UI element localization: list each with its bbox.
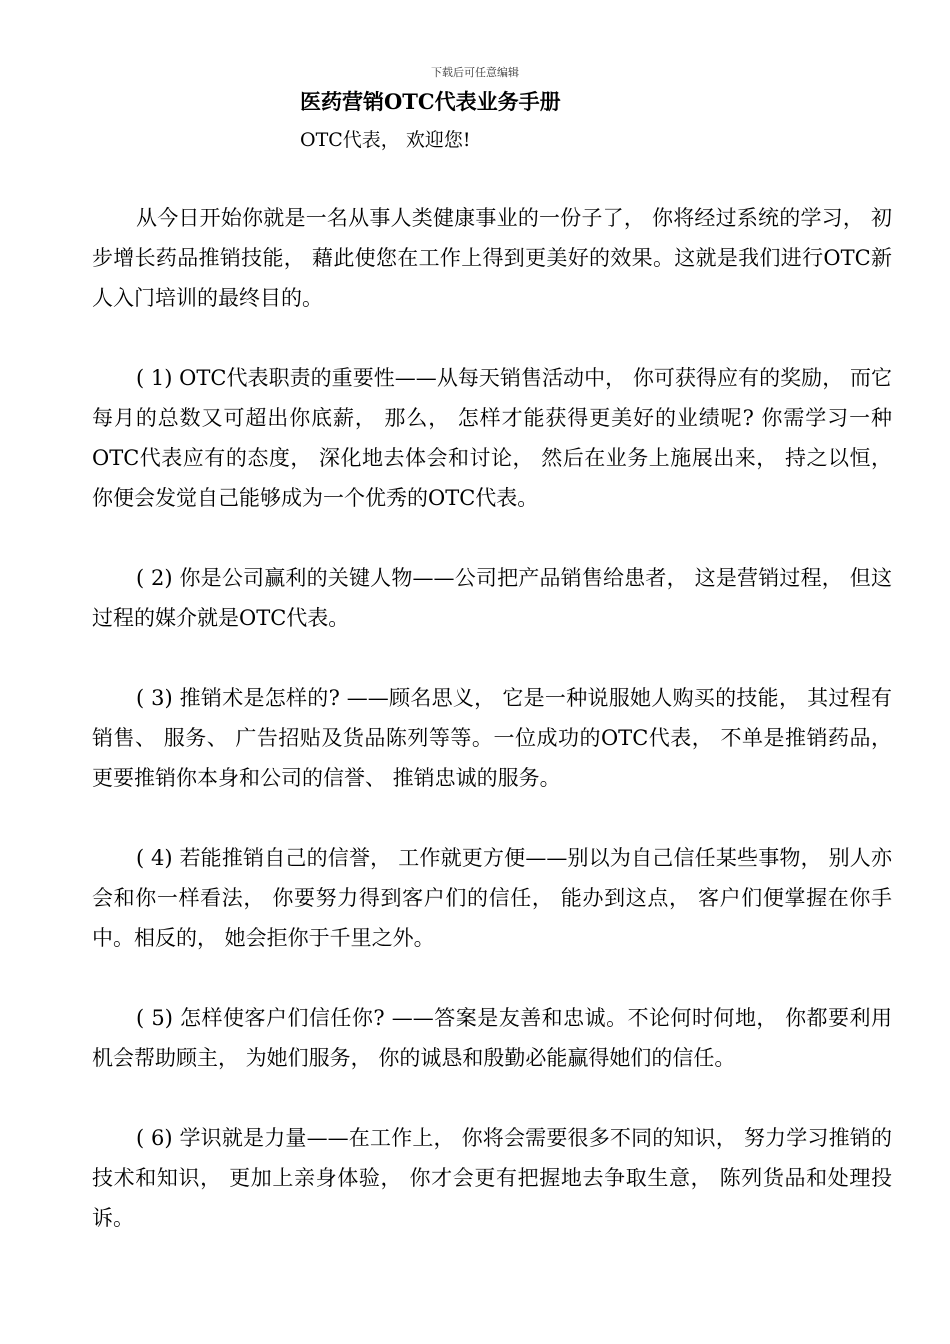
section-paragraph-3: ( 3) 推销术是怎样的? ——顾名思义， 它是一种说服她人购买的技能， 其过程有销售、 服务、 广告招贴及货品陈列等等。一位成功的OTC代表， 不单是推销药品， 更要推销你本身和公司的信誉、 推销忠诚的服务。: [92, 686, 892, 790]
section-paragraph-1: ( 1) OTC代表职责的重要性——从每天销售活动中， 你可获得应有的奖励， 而它每月的总数又可超出你底薪， 那么， 怎样才能获得更美好的业绩呢? 你需学习一种OTC代表应有的态度， 深化地去体会和讨论， 然后在业务上施展出来， 持之以恒， 你便会发觉自己能够成为一个优秀的OTC代表。: [92, 366, 892, 510]
section-paragraph-2: ( 2) 你是公司赢利的关键人物——公司把产品销售给患者， 这是营销过程， 但这过程的媒介就是OTC代表。: [92, 566, 892, 630]
document-subtitle: OTC代表， 欢迎您!: [300, 129, 471, 151]
section-paragraph-5: ( 5) 怎样使客户们信任你? ——答案是友善和忠诚。不论何时何地， 你都要利用机会帮助顾主， 为她们服务， 你的诚恳和殷勤必能赢得她们的信任。: [92, 1006, 892, 1070]
watermark-text: 下载后可任意编辑: [431, 66, 519, 79]
section-paragraph-6: ( 6) 学识就是力量——在工作上， 你将会需要很多不同的知识， 努力学习推销的技术和知识， 更加上亲身体验， 你才会更有把握地去争取生意， 陈列货品和处理投诉。: [92, 1126, 892, 1230]
document-title: 医药营销OTC代表业务手册: [300, 89, 561, 114]
intro-paragraph: 从今日开始你就是一名从事人类健康事业的一份子了， 你将经过系统的学习， 初步增长药品推销技能， 藉此使您在工作上得到更美好的效果。这就是我们进行OTC新人入门培训的最终目的。: [92, 206, 892, 310]
section-paragraph-4: ( 4) 若能推销自己的信誉， 工作就更方便——别以为自己信任某些事物， 别人亦会和你一样看法， 你要努力得到客户们的信任， 能办到这点， 客户们便掌握在你手中。相反的， 她会拒你于千里之外。: [92, 846, 892, 950]
